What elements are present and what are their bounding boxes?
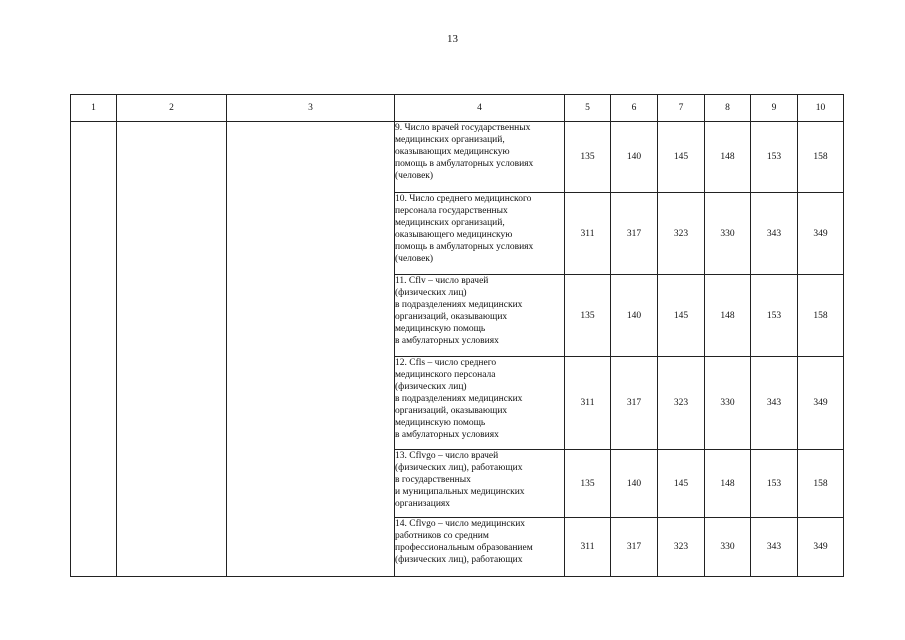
value-cell: 311: [565, 357, 611, 450]
value-cell: 135: [565, 275, 611, 357]
value-cell: 311: [565, 193, 611, 275]
indicator-description: 11. Cflv – число врачей (физических лиц) в подразделениях медицинских организаций, оказывающих медицинскую помощь в амбулаторных условиях: [395, 275, 565, 357]
empty-cell-col1: [71, 122, 117, 577]
value-cell: 349: [798, 357, 844, 450]
value-cell: 158: [798, 450, 844, 518]
value-cell: 153: [751, 275, 798, 357]
value-cell: 158: [798, 122, 844, 193]
value-cell: 135: [565, 122, 611, 193]
indicator-description: 9. Число врачей государственных медицинских организаций, оказывающих медицинскую помощь в амбулаторных условиях (человек): [395, 122, 565, 193]
indicators-table: [70, 94, 844, 577]
header-cell: 10: [798, 95, 844, 122]
value-cell: 323: [658, 193, 705, 275]
header-cell: 1: [71, 95, 117, 122]
header-cell: 8: [705, 95, 751, 122]
indicator-description: 13. Cflvgo – число врачей (физических лиц), работающих в государственных и муниципальных медицинских организациях: [395, 450, 565, 518]
value-cell: 135: [565, 450, 611, 518]
header-cell: 5: [565, 95, 611, 122]
table-row: [71, 122, 844, 193]
indicator-description: 14. Cflvgo – число медицинских работников со средним профессиональным образованием (физических лиц), работающих: [395, 518, 565, 577]
value-cell: 148: [705, 122, 751, 193]
value-cell: 311: [565, 518, 611, 577]
value-cell: 140: [611, 275, 658, 357]
value-cell: 323: [658, 357, 705, 450]
value-cell: 323: [658, 518, 705, 577]
value-cell: 145: [658, 122, 705, 193]
value-cell: 317: [611, 193, 658, 275]
value-cell: 140: [611, 450, 658, 518]
value-cell: 153: [751, 450, 798, 518]
value-cell: 343: [751, 357, 798, 450]
header-row: [71, 95, 844, 122]
indicator-description: 10. Число среднего медицинского персонала государственных медицинских организаций, оказывающего медицинскую помощь в амбулаторных условиях (человек): [395, 193, 565, 275]
value-cell: 343: [751, 518, 798, 577]
header-cell: 7: [658, 95, 705, 122]
indicator-description: 12. Cfls – число среднего медицинского персонала (физических лиц) в подразделениях медицинских организаций, оказывающих медицинскую помощь в амбулаторных условиях: [395, 357, 565, 450]
header-cell: 3: [227, 95, 395, 122]
header-cell: 4: [395, 95, 565, 122]
page-number: 13: [447, 33, 458, 45]
empty-cell-col2: [117, 122, 227, 577]
header-cell: 6: [611, 95, 658, 122]
value-cell: 330: [705, 357, 751, 450]
value-cell: 330: [705, 193, 751, 275]
header-cell: 9: [751, 95, 798, 122]
value-cell: 349: [798, 518, 844, 577]
value-cell: 148: [705, 275, 751, 357]
value-cell: 145: [658, 450, 705, 518]
value-cell: 330: [705, 518, 751, 577]
value-cell: 148: [705, 450, 751, 518]
header-cell: 2: [117, 95, 227, 122]
empty-cell-col3: [227, 122, 395, 577]
value-cell: 145: [658, 275, 705, 357]
value-cell: 153: [751, 122, 798, 193]
value-cell: 317: [611, 357, 658, 450]
value-cell: 349: [798, 193, 844, 275]
value-cell: 343: [751, 193, 798, 275]
value-cell: 158: [798, 275, 844, 357]
value-cell: 317: [611, 518, 658, 577]
value-cell: 140: [611, 122, 658, 193]
